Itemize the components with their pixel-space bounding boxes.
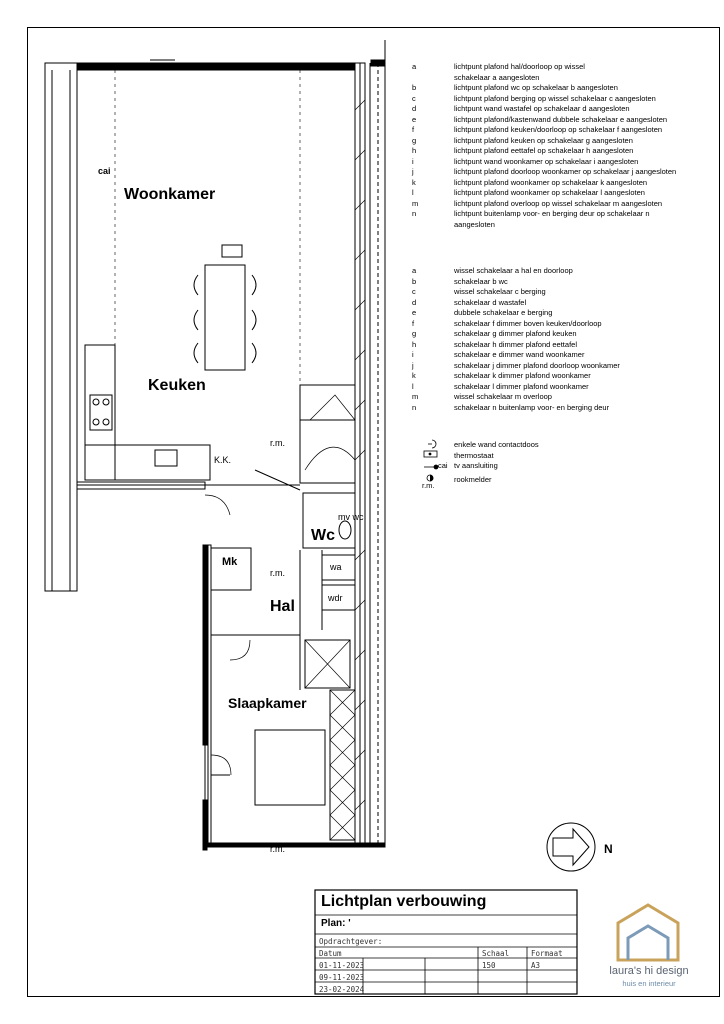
room-label-woonkamer: Woonkamer <box>124 186 216 203</box>
dining-table <box>205 265 245 370</box>
switch-legend: a wissel schakelaar a hal en doorloop b schakelaar b wc c wissel schakelaar c berging d schakelaar d wastafel e dubbele schakelaar e berging f schakelaar f dimmer boven keuken/doorloop g schakelaar g dimmer plafond keuken h schakelaar h dimmer plafond eettafel i schakelaar e dimmer wand woonkamer j schakelaar j dimmer plafond doorloop woonkamer k schakelaar k dimmer plafond woonkamer l schakelaar l dimmer plafond woonkamer m wissel schakelaar m overloop n schakelaar n buitenlamp voor- en berging deur <box>412 266 620 412</box>
symbol-legend: enkele wand contactdoos thermostaat cai tv aansluiting r.m. rookmelder <box>422 440 539 490</box>
west-wall <box>45 63 77 591</box>
label-mvwc: mv wc <box>338 512 364 522</box>
date-row: 23-02-2024 <box>319 985 365 994</box>
scale-value: 150 <box>482 961 496 970</box>
client-label: Opdrachtgever: <box>319 937 383 946</box>
lighting-legend: a lichtpunt plafond hal/doorloop op wissel schakelaar a aangesloten b lichtpunt plafond wc op schakelaar b aangesloten c lichtpunt plafond berging op wissel schakelaar c aangesloten d lichtpunt wand wastafel op schakelaar d aangesloten e lichtpunt plafond/kastenwand dubbele schakelaar e aangesloten f lichtpunt plafond keuken/doorloop op schakelaar f aangesloten g lichtpunt plafond keuken op schakelaar g aangesloten h lichtpunt plafond eettafel op schakelaar h aangesloten i lichtpunt wand woonkamer op schakelaar i aangesloten j lichtpunt plafond doorloop woonkamer op schakelaar j aangesloten k lichtpunt plafond woonkamer op schakelaar k aangesloten l lichtpunt plafond woonkamer op schakelaar l aangesloten m lichtpunt plafond overloop op wissel schakelaar m aangesloten n lichtpunt buitenlamp voor- en berging deur op schakelaar n aangesloten <box>412 62 677 229</box>
meterkast <box>211 548 251 590</box>
room-label-meterkast: Mk <box>222 556 238 568</box>
label-wa: wa <box>330 562 342 572</box>
date-row: 01-11-2023 <box>319 961 365 970</box>
plan-field: Plan: ' <box>321 918 351 929</box>
label-rookmelder-2: r.m. <box>270 568 285 578</box>
wardrobe <box>330 690 355 840</box>
format-header: Formaat <box>531 949 563 958</box>
room-label-slaapkamer: Slaapkamer <box>228 695 307 711</box>
company-logo <box>580 895 718 991</box>
title-block <box>315 890 577 994</box>
north-wall <box>45 63 365 70</box>
label-rookmelder-1: r.m. <box>270 438 285 448</box>
dining-chairs <box>194 275 256 363</box>
room-label-hal: Hal <box>270 598 295 615</box>
compass-icon <box>547 823 595 871</box>
label-cai: cai <box>98 166 111 176</box>
sink <box>155 450 177 466</box>
bed <box>255 730 325 805</box>
drawing-title: Lichtplan verbouwing <box>321 893 487 910</box>
scale-header: Schaal <box>482 949 510 958</box>
date-row: 09-11-2023 <box>319 973 365 982</box>
label-kk: K.K. <box>214 455 232 465</box>
room-label-keuken: Keuken <box>148 377 206 394</box>
logo-name: laura's hi design <box>609 965 689 977</box>
format-value: A3 <box>531 961 541 970</box>
room-label-wc: Wc <box>311 527 335 544</box>
label-rookmelder-3: r.m. <box>270 844 285 854</box>
label-wdr: wdr <box>328 593 343 603</box>
staircase <box>300 385 355 483</box>
compass-north-label: N <box>604 842 613 856</box>
date-header: Datum <box>319 949 342 958</box>
logo-tagline: huis en interieur <box>622 979 676 988</box>
